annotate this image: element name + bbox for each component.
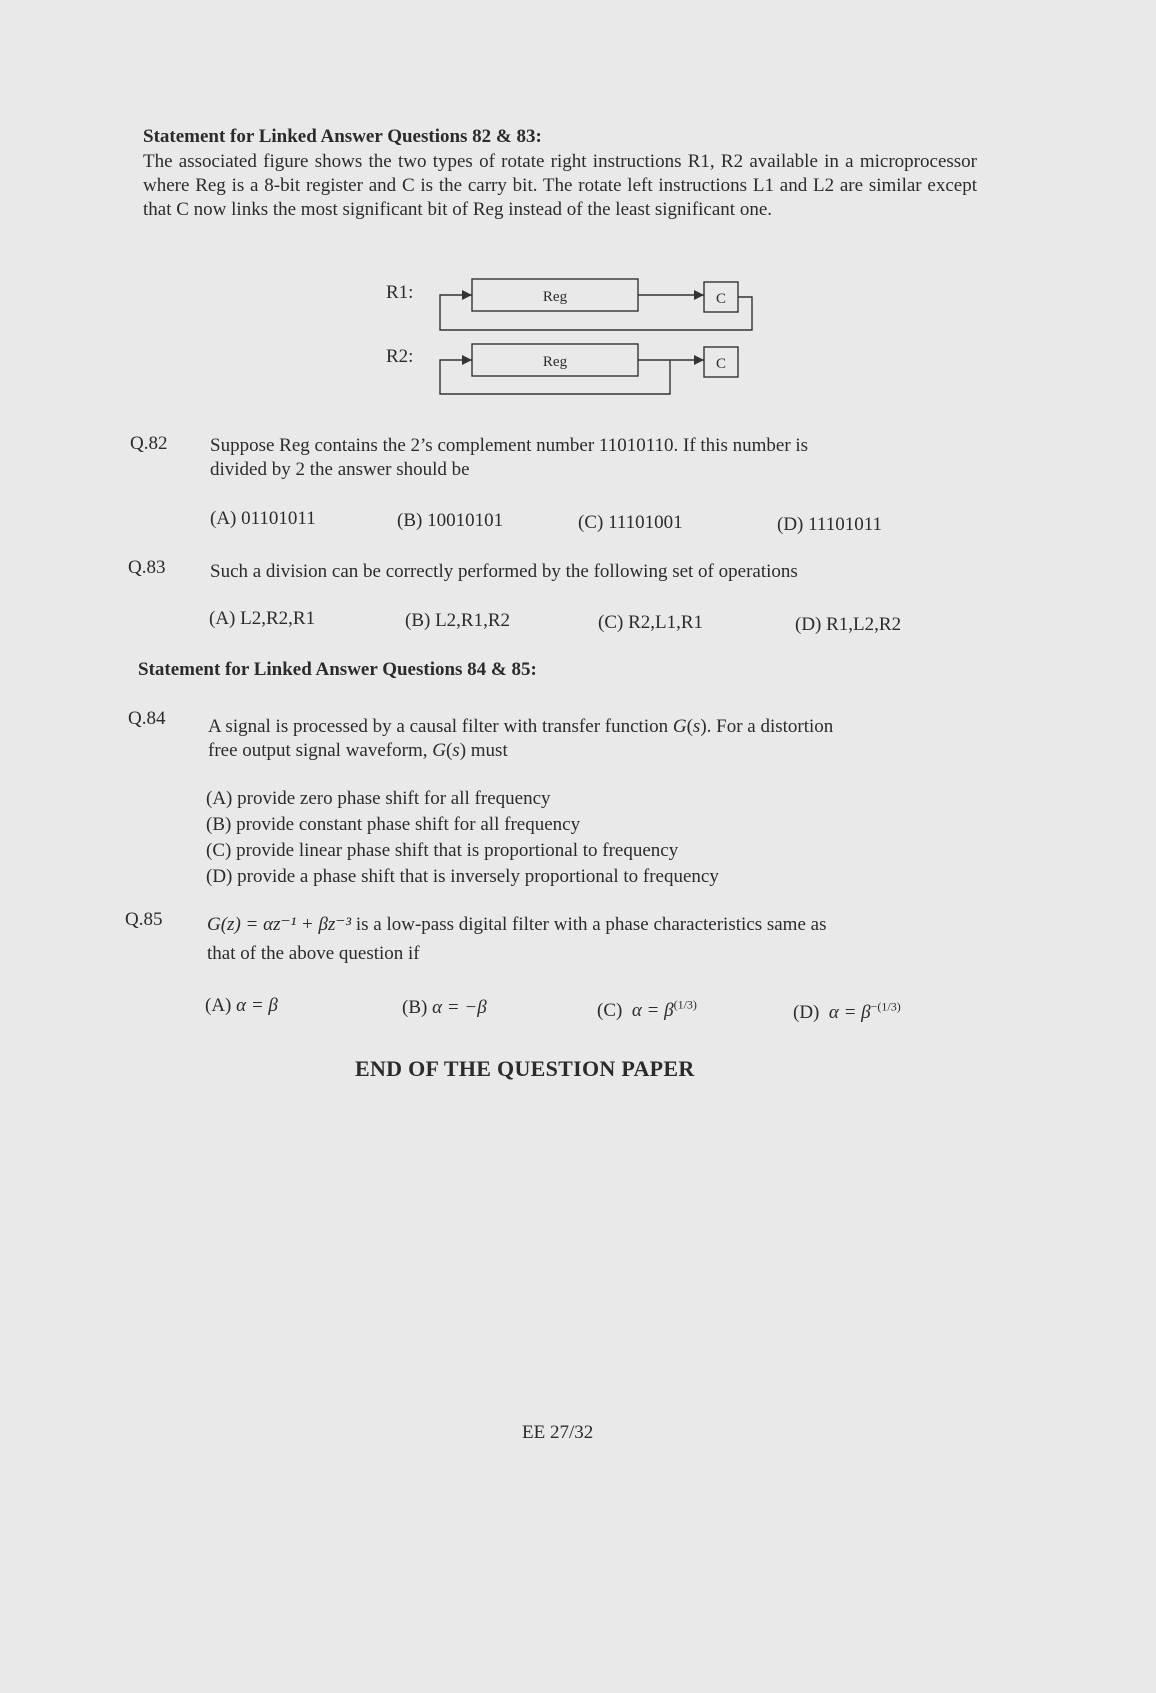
r1-label: R1: [386, 282, 414, 303]
q85-option-a [205, 995, 278, 1017]
q85-number: Q.85 [125, 909, 163, 930]
q85-option-c-sup: (1/3) [673, 997, 697, 1012]
q85-option-d-label: (D) [793, 1002, 820, 1023]
q85-option-d [793, 999, 901, 1024]
q85-option-b [402, 997, 487, 1019]
q85-option-a-label: (A) [205, 995, 232, 1016]
q83-option-b: (B) L2,R1,R2 [405, 610, 511, 631]
q85-option-c-label: (C) [597, 1000, 623, 1021]
q82-option-c: (C) 11101001 [578, 512, 683, 533]
q83-option-d: (D) R1,L2,R2 [795, 614, 902, 635]
q83-option-c: (C) R2,L1,R1 [598, 612, 704, 633]
q85-line2: that of the above question if [207, 943, 420, 964]
q82-option-b: (B) 10010101 [397, 510, 504, 531]
q82-line1: Suppose Reg contains the 2’s complement number 11010110. If this number is [210, 435, 809, 456]
page-footer: EE 27/32 [522, 1422, 594, 1443]
q84-line1: A signal is processed by a causal filter with transfer function G(s). For a distortion [208, 716, 834, 737]
q85-formula: G(z) = αz⁻¹ + βz⁻³ [207, 914, 352, 935]
q84-line1-var: s [692, 716, 701, 737]
end-of-paper-heading: END OF THE QUESTION PAPER [355, 1056, 695, 1081]
q84-option-d: (D) provide a phase shift that is inversely proportional to frequency [206, 866, 719, 887]
statement-82-83-text: The associated figure shows the two types of rotate right instructions R1, R2 available in a microprocessor where Reg is a 8-bit register and C is the carry bit. The rotate left instructions L1 and L2 are similar except that C now links the most significant bit of Reg instead of the least significant one. [143, 151, 977, 220]
q84-line2-fn: G [432, 740, 446, 761]
q85-option-c [597, 997, 697, 1022]
q85-option-c-expr: α = β [631, 1000, 674, 1021]
rotate-instructions-diagram [380, 270, 770, 400]
q84-line2-start: free output signal waveform, [208, 740, 433, 761]
r1-reg-label: Reg [542, 289, 568, 305]
q83-number: Q.83 [128, 557, 166, 578]
q85-option-b-expr: α = −β [432, 997, 487, 1018]
r1-arrowhead-carry [694, 290, 704, 300]
q84-line2: free output signal waveform, G(s) must [208, 740, 508, 761]
r2-arrowhead-reg [462, 355, 472, 365]
q84-line2-var: s [452, 740, 460, 761]
statement-82-83-heading: Statement for Linked Answer Questions 82 & 83: [143, 126, 542, 147]
q82-option-a: (A) 01101011 [210, 508, 316, 529]
q82-option-d: (D) 11101011 [777, 514, 883, 535]
q85-line1-rest: is a low-pass digital filter with a phase characteristics same as [351, 914, 827, 935]
r1-arrowhead-reg [462, 290, 472, 300]
q83-option-a: (A) L2,R2,R1 [209, 608, 316, 629]
q84-option-b: (B) provide constant phase shift for all frequency [206, 814, 581, 835]
q84-number: Q.84 [128, 708, 166, 729]
q85-option-b-label: (B) [402, 997, 428, 1018]
q85-option-a-expr: α = β [236, 995, 278, 1016]
q85-line1 [207, 913, 826, 937]
q84-line1-fn: G [672, 716, 687, 737]
q83-text: Such a division can be correctly performed by the following set of operations [210, 561, 798, 582]
q82-line2: divided by 2 the answer should be [210, 459, 470, 480]
r1-carry-label: C [715, 291, 727, 307]
q84-option-a: (A) provide zero phase shift for all frequency [206, 788, 551, 809]
q84-line2-end: must [466, 740, 508, 761]
q85-option-d-sup: −(1/3) [870, 999, 901, 1014]
q84-line1-start: A signal is processed by a causal filter with transfer function [208, 716, 673, 737]
r2-label: R2: [386, 346, 414, 367]
q84-option-c: (C) provide linear phase shift that is proportional to frequency [206, 840, 679, 861]
q82-number: Q.82 [130, 433, 168, 454]
statement-84-85-heading: Statement for Linked Answer Questions 84 & 85: [138, 659, 537, 680]
r2-reg-label: Reg [542, 354, 568, 370]
r2-arrowhead-carry [694, 355, 704, 365]
q85-option-d-expr: α = β [828, 1002, 871, 1023]
q84-line1-end: . For a distortion [706, 716, 834, 737]
r2-carry-label: C [715, 356, 727, 372]
